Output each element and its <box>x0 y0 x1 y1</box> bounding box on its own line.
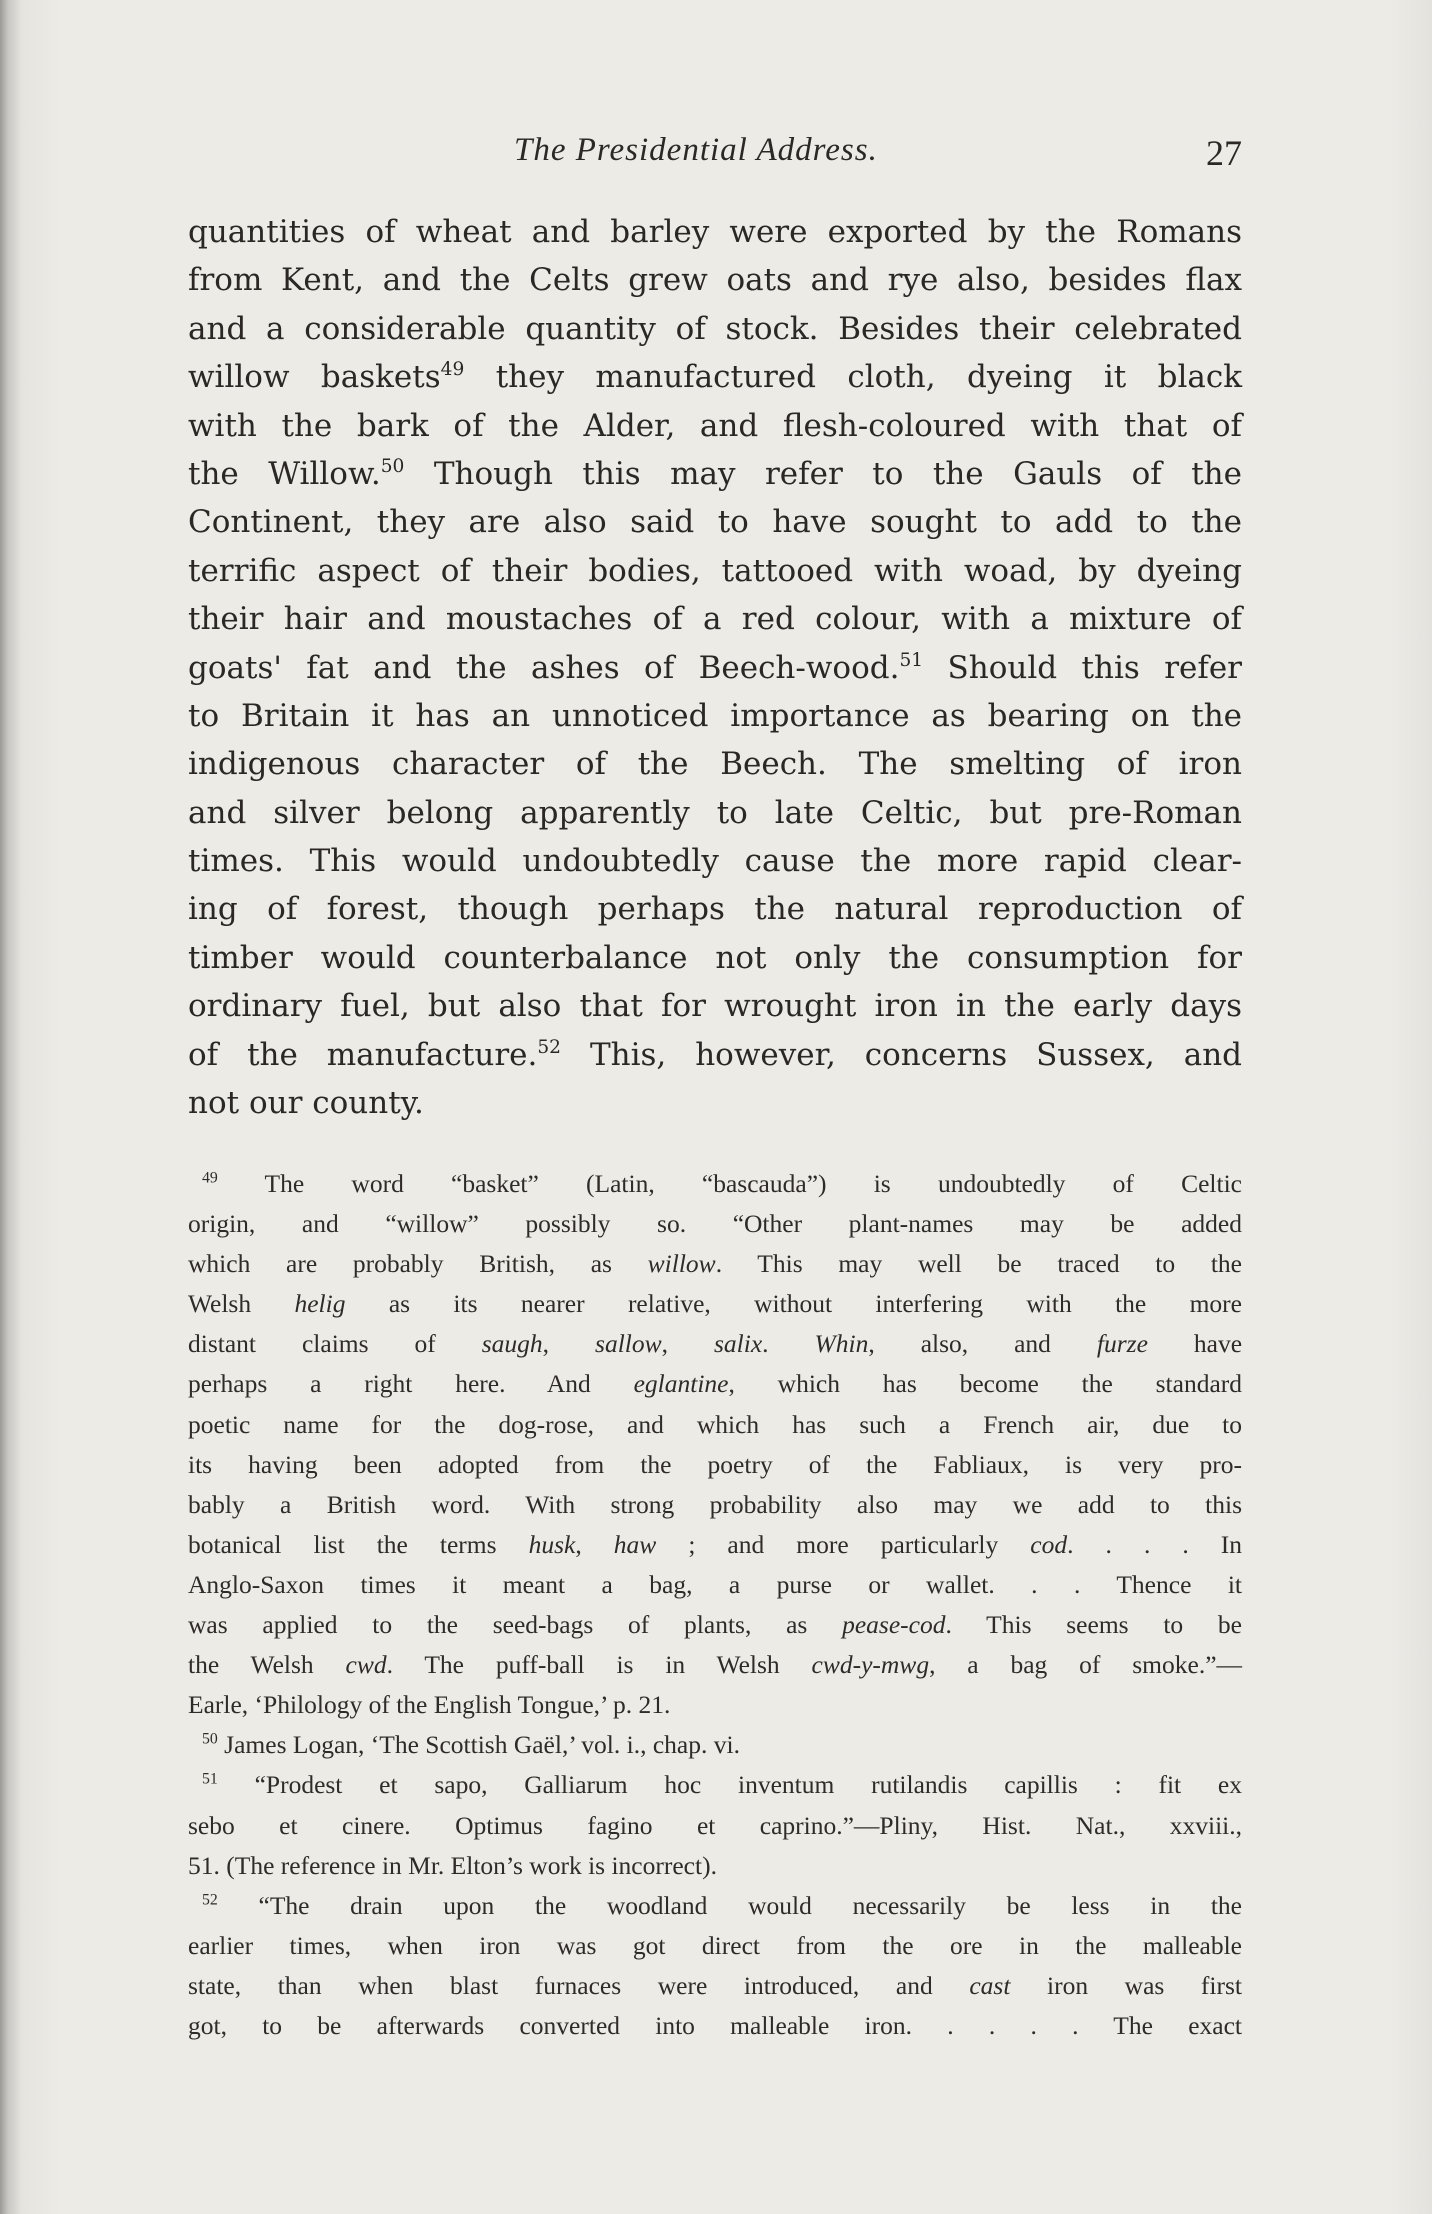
text-segment: distant claims of <box>188 1329 482 1359</box>
text-line <box>188 450 1242 498</box>
text-line: indigenous character of the Beech. The smelting of iron <box>188 746 1242 783</box>
text-line: from Kent, and the Celts grew oats and rye also, besides flax <box>188 262 1242 299</box>
italic-term: willow <box>647 1249 716 1279</box>
page-number: 27 <box>1206 133 1242 173</box>
text-segment: , <box>661 1329 714 1359</box>
text-line: and a considerable quantity of stock. Besides their celebrated <box>188 310 1242 347</box>
page-header <box>188 132 1242 186</box>
text-segment: , a bag of smoke.”— <box>929 1650 1243 1680</box>
text-segment: “The drain upon the woodland would necessarily be less in the <box>217 1890 1242 1920</box>
footnote-49-line <box>188 1605 1242 1645</box>
text-line: times. This would undoubtedly cause the more rapid clear- <box>188 843 1242 880</box>
text-segment: perhaps a right here. And <box>188 1369 634 1399</box>
footnote-49-line: poetic name for the dog-rose, and which has such a French air, due to <box>188 1409 1242 1439</box>
text-segment: . This may well be traced to the <box>715 1249 1242 1279</box>
footnote-49-line <box>188 1324 1242 1364</box>
text-segment: Though this may refer to the Gauls of the <box>404 455 1242 492</box>
text-segment: have <box>1147 1329 1243 1359</box>
footnote-49-line: Earle, ‘Philology of the English Tongue,’ p. 21. <box>188 1690 671 1720</box>
footnote-49-line <box>188 1284 1242 1324</box>
footnote-49-line <box>188 1645 1242 1685</box>
footnote-mark-52: 52 <box>202 1891 218 1909</box>
italic-term: salix <box>713 1329 763 1359</box>
text-segment: the Willow. <box>188 455 381 492</box>
text-line: timber would counterbalance not only the consumption for <box>188 939 1242 976</box>
footnote-51-line: 51. (The reference in Mr. Elton’s work is incorrect). <box>188 1850 717 1880</box>
text-segment: state, than when blast furnaces were introduced, and <box>188 1970 970 2000</box>
footnote-mark-50: 50 <box>202 1730 218 1748</box>
italic-term: eglantine <box>633 1369 729 1399</box>
text-segment: was applied to the seed-bags of plants, as <box>188 1610 843 1640</box>
text-line: ordinary fuel, but also that for wrought iron in the early days <box>188 988 1242 1025</box>
text-segment: This, however, concerns Sussex, and <box>561 1036 1243 1073</box>
text-segment: . <box>762 1329 815 1359</box>
footnote-ref-51: 51 <box>899 649 924 671</box>
italic-term: saugh <box>481 1329 543 1359</box>
text-line: Continent, they are also said to have sought to add to the <box>188 504 1242 541</box>
footnote-ref-49: 49 <box>440 359 465 381</box>
text-segment: goats' fat and the ashes of Beech-wood. <box>188 649 900 686</box>
text-line: quantities of wheat and barley were exported by the Romans <box>188 214 1242 250</box>
footnote-52-line <box>188 1966 1242 2006</box>
italic-term: cod <box>1030 1529 1068 1559</box>
text-segment: , also, and <box>868 1329 1097 1359</box>
text-segment: James Logan, ‘The Scottish Gaël,’ vol. i., chap. vi. <box>217 1730 740 1760</box>
footnote-49-line <box>188 1244 1242 1284</box>
footnote-52-line <box>188 1886 1242 1926</box>
italic-term: haw <box>613 1529 657 1559</box>
footnote-49-line <box>188 1525 1242 1565</box>
footnote-52-line: earlier times, when iron was got direct from the ore in the malleable <box>188 1930 1242 1960</box>
footnote-49-line: origin, and “willow” possibly so. “Other plant-names may be added <box>188 1209 1242 1239</box>
italic-term: cast <box>969 1970 1011 2000</box>
footnote-52-line: got, to be afterwards converted into malleable iron. . . . . The exact <box>188 2010 1242 2040</box>
text-line <box>188 1031 1242 1079</box>
italic-term: cwd-y-mwg <box>811 1650 930 1680</box>
main-paragraph <box>188 208 1242 1127</box>
italic-term: furze <box>1096 1329 1148 1359</box>
italic-term: helig <box>294 1289 346 1319</box>
italic-term: sallow <box>595 1329 662 1359</box>
text-line <box>188 644 1242 692</box>
footnote-49-line: Anglo-Saxon times it meant a bag, a purse or wallet. . . Thence it <box>188 1569 1242 1599</box>
text-segment: The word “basket” (Latin, “bascauda”) is undoubtedly of Celtic <box>217 1169 1242 1198</box>
italic-term: cwd <box>345 1650 387 1680</box>
footnote-50-line <box>188 1725 1242 1765</box>
text-line <box>188 353 1242 401</box>
footnote-ref-52: 52 <box>537 1036 562 1058</box>
text-segment: . This seems to be <box>945 1610 1242 1640</box>
footnote-mark-51: 51 <box>202 1770 218 1788</box>
footnote-49-line <box>188 1364 1242 1404</box>
footnote-49-line: its having been adopted from the poetry of the Fabliaux, is very pro- <box>188 1449 1242 1479</box>
text-line: with the bark of the Alder, and flesh-coloured with that of <box>188 407 1242 444</box>
text-segment: willow baskets <box>188 359 441 396</box>
text-segment: the Welsh <box>188 1650 346 1680</box>
text-line: to Britain it has an unnoticed importance as bearing on the <box>188 697 1242 734</box>
text-segment: “Prodest et sapo, Galliarum hoc inventum rutilandis capillis : fit ex <box>217 1770 1242 1800</box>
text-line: terrific aspect of their bodies, tattooed with woad, by dyeing <box>188 552 1242 589</box>
footnote-51-line: sebo et cinere. Optimus fagino et caprino.”—Pliny, Hist. Nat., xxviii., <box>188 1810 1242 1840</box>
italic-term: Whin <box>814 1329 869 1359</box>
text-segment: . . . . In <box>1067 1529 1243 1559</box>
footnote-51-line <box>188 1765 1242 1805</box>
text-segment: which are probably British, as <box>188 1249 648 1279</box>
text-segment: iron was first <box>1010 1970 1243 2000</box>
text-line: and silver belong apparently to late Celtic, but pre-Roman <box>188 794 1242 831</box>
italic-term: pease-cod <box>842 1610 946 1640</box>
text-segment: of the manufacture. <box>188 1036 538 1073</box>
text-segment: Should this refer <box>923 649 1242 686</box>
text-segment: botanical list the terms <box>188 1529 529 1559</box>
text-segment: as its nearer relative, without interfering with the more <box>345 1289 1242 1319</box>
footnote-49-line: bably a British word. With strong probability also may we add to this <box>188 1489 1242 1519</box>
text-line: their hair and moustaches of a red colour, with a mixture of <box>188 601 1242 638</box>
text-line: not our county. <box>188 1085 424 1122</box>
text-segment: , which has become the standard <box>728 1369 1243 1399</box>
text-segment: , <box>542 1329 596 1359</box>
text-segment: ; and more particularly <box>656 1529 1031 1559</box>
text-segment: , <box>575 1529 614 1559</box>
text-segment: they manufactured cloth, dyeing it black <box>464 359 1242 396</box>
italic-term: husk <box>528 1529 576 1559</box>
text-segment: . The puff-ball is in Welsh <box>386 1650 812 1680</box>
running-title: The Presidential Address. <box>514 132 878 168</box>
text-line: ing of forest, though perhaps the natural reproduction of <box>188 891 1242 928</box>
text-segment: Welsh <box>188 1289 295 1319</box>
footnote-mark-49: 49 <box>202 1169 218 1187</box>
footnote-ref-50: 50 <box>380 455 405 477</box>
footnotes <box>188 1164 1242 2046</box>
footnote-49-line <box>188 1164 1242 1204</box>
